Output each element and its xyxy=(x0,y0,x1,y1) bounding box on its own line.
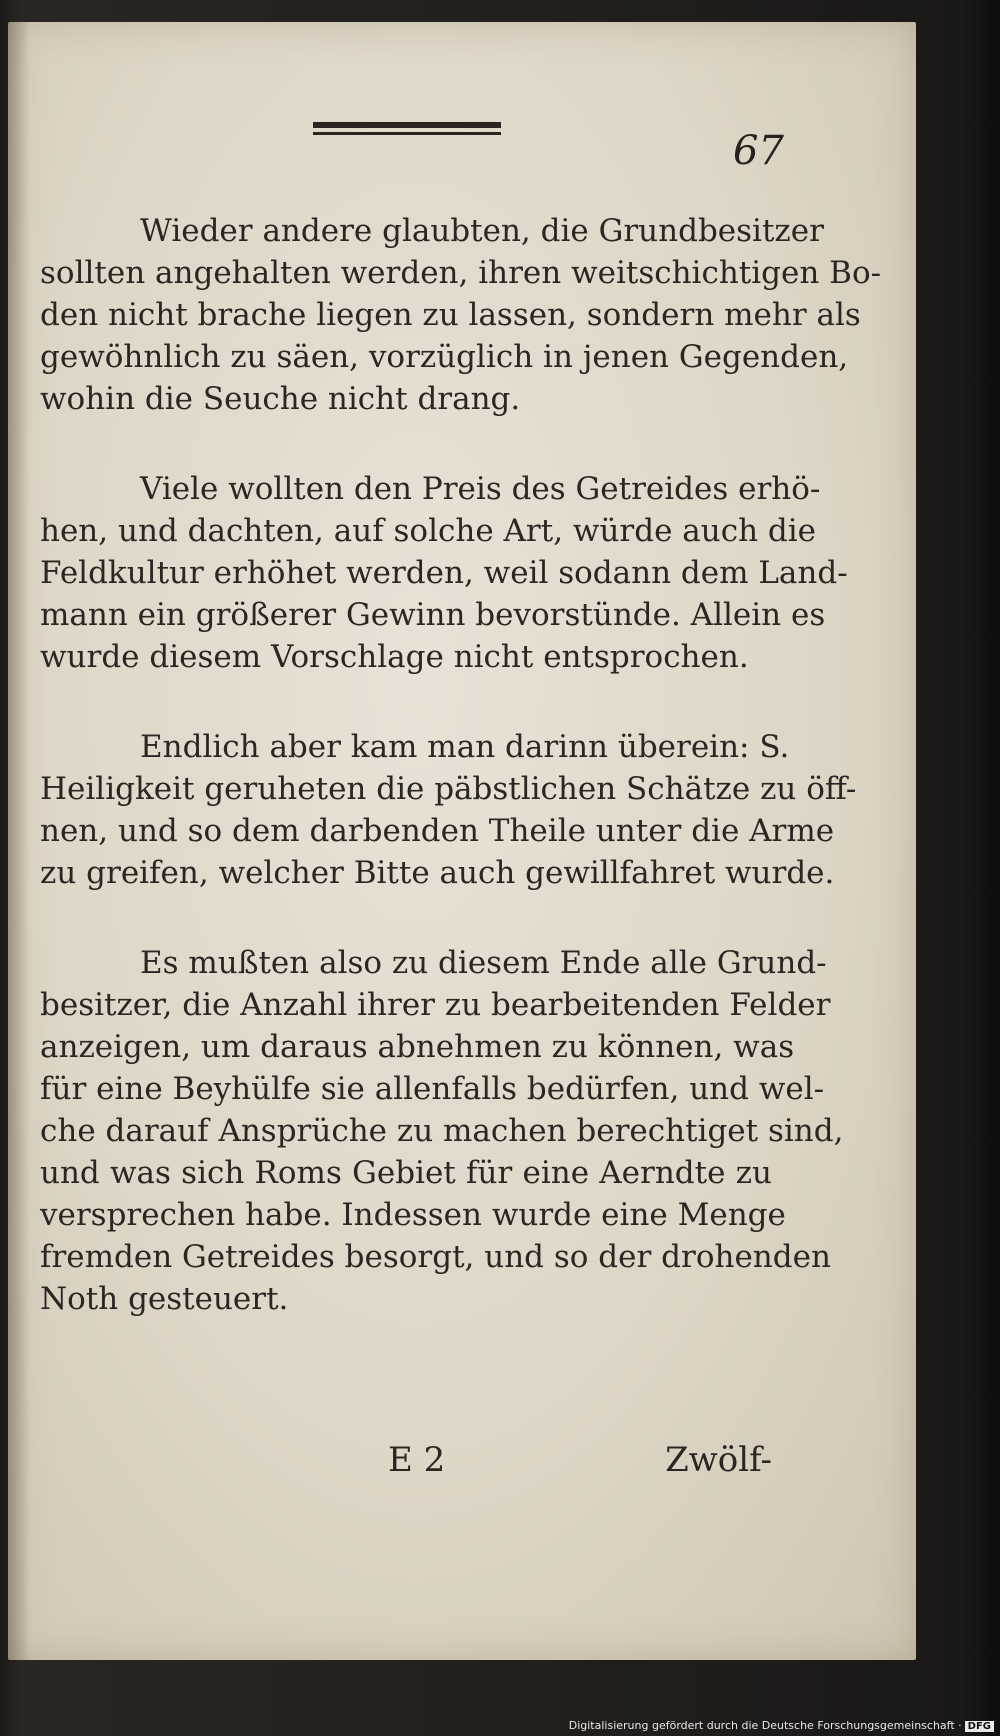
paragraph-4 xyxy=(40,942,844,1320)
text-line: den nicht brache liegen zu lassen, sondern mehr als xyxy=(40,297,861,333)
text-line: Endlich aber kam man darinn überein: S. xyxy=(140,729,790,765)
text-line: sollten angehalten werden, ihren weitschichtigen Bo- xyxy=(40,255,882,291)
signature-mark: E 2 xyxy=(388,1440,446,1480)
text-line: fremden Getreides besorgt, und so der drohenden xyxy=(40,1239,831,1275)
body-text xyxy=(40,210,882,1368)
text-line: che darauf Ansprüche zu machen berechtiget sind, xyxy=(40,1113,844,1149)
paragraph-3 xyxy=(40,726,857,894)
text-line: hen, und dachten, auf solche Art, würde auch die xyxy=(40,513,816,549)
paragraph-2 xyxy=(40,468,848,678)
header-rule-thin xyxy=(313,132,501,135)
text-line: gewöhnlich zu säen, vorzüglich in jenen Gegenden, xyxy=(40,339,849,375)
text-line: Wieder andere glaubten, die Grundbesitzer xyxy=(140,213,824,249)
text-line: mann ein größerer Gewinn bevorstünde. Allein es xyxy=(40,597,826,633)
text-line: besitzer, die Anzahl ihrer zu bearbeitenden Felder xyxy=(40,987,831,1023)
text-line: nen, und so dem darbenden Theile unter die Arme xyxy=(40,813,835,849)
text-line: wohin die Seuche nicht drang. xyxy=(40,381,521,417)
text-line: Viele wollten den Preis des Getreides erhö- xyxy=(140,471,821,507)
text-line: für eine Beyhülfe sie allenfalls bedürfen, und wel- xyxy=(40,1071,825,1107)
catchword: Zwölf- xyxy=(665,1440,772,1480)
text-line: versprechen habe. Indessen wurde eine Menge xyxy=(40,1197,786,1233)
dfg-logo: DFG xyxy=(965,1721,994,1732)
header-double-rule xyxy=(313,118,501,138)
text-line: Es mußten also zu diesem Ende alle Grund- xyxy=(140,945,827,981)
page-gutter-shadow xyxy=(8,22,30,1660)
page-footer xyxy=(388,1440,772,1490)
text-line: Heiligkeit geruheten die päbstlichen Schätze zu öff- xyxy=(40,771,857,807)
digitization-credit xyxy=(569,1719,994,1732)
credit-text: Digitalisierung gefördert durch die Deutsche Forschungsgemeinschaft · xyxy=(568,1719,962,1732)
text-line: wurde diesem Vorschlage nicht entsprochen. xyxy=(40,639,749,675)
paragraph-1 xyxy=(40,210,882,420)
text-line: anzeigen, um daraus abnehmen zu können, was xyxy=(40,1029,795,1065)
text-line: und was sich Roms Gebiet für eine Aerndte zu xyxy=(40,1155,772,1191)
text-line: Noth gesteuert. xyxy=(40,1281,289,1317)
book-page xyxy=(8,22,916,1660)
text-line: Feldkultur erhöhet werden, weil sodann dem Land- xyxy=(40,555,848,591)
header-rule-thick xyxy=(313,122,501,128)
text-line: zu greifen, welcher Bitte auch gewillfahret wurde. xyxy=(40,855,835,891)
page-number: 67 xyxy=(733,128,784,174)
